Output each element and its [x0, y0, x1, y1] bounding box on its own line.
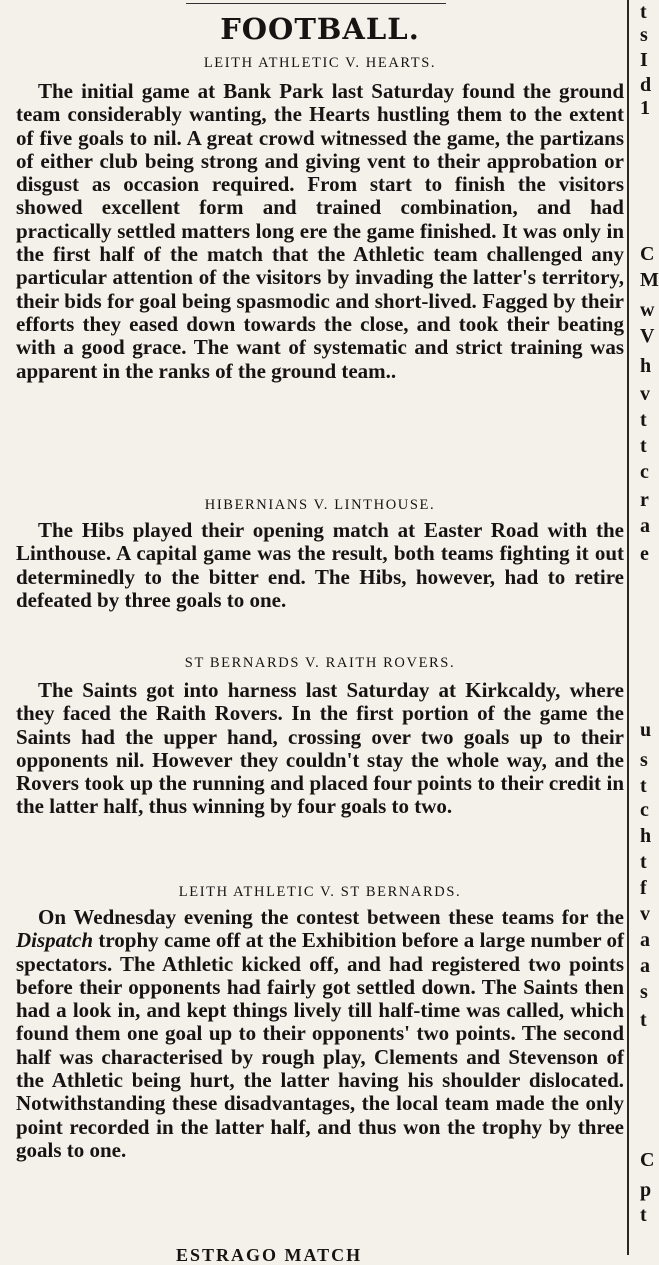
adjacent-column-letter: d [640, 74, 652, 96]
body-text: trophy came off at the Exhibition before a large number of spectators. The Athletic kicked off, and had registered two points before their opponents had fairly got settled down. The Saints then had a look in, and kept things lively till half-time was called, which found them one goal up to their opponents' two points. The second half was characterised by rough play, Clements and Stevenson of the Athletic being hurt, the latter having his shoulder dislocated. Notwithstanding these disadvantages, the local team made the only point recorded in the latter half, and thus won the trophy by three goals to one. [16, 928, 624, 1162]
adjacent-column-letter: a [640, 955, 650, 977]
adjacent-column-letter: M [640, 269, 659, 291]
section-body [16, 906, 624, 1162]
adjacent-column-letter: C [640, 1149, 655, 1171]
body-text: On Wednesday evening the contest between these teams for the [38, 905, 624, 929]
section-heading: ST BERNARDS V. RAITH ROVERS. [184, 655, 456, 671]
section-body: The Saints got into harness last Saturday at Kirkcaldy, where they faced the Raith Rovers. In the first portion of the game the Saints had the upper hand, crossing over two goals up to their opponents nil. However they couldn't stay the whole way, and the Rovers took up the running and placed four points to their credit in the latter half, thus winning by four goals to two. [16, 678, 624, 819]
section-heading: HIBERNIANS V. LINTHOUSE. [204, 497, 436, 513]
adjacent-column-letter: t [640, 851, 647, 873]
adjacent-column-letter: t [640, 775, 647, 797]
adjacent-column-letter: a [640, 929, 650, 951]
adjacent-column-letter: v [640, 383, 650, 405]
adjacent-column-letter: s [640, 981, 648, 1003]
adjacent-column-letter: h [640, 355, 652, 377]
adjacent-column-letter: v [640, 903, 650, 925]
article-column [16, 0, 624, 1265]
adjacent-column-letter: w [640, 299, 655, 321]
adjacent-column-letter: f [640, 877, 647, 899]
adjacent-column-strip [631, 0, 659, 1255]
adjacent-column-letter: u [640, 719, 652, 741]
adjacent-column-letter: C [640, 243, 655, 265]
section-heading: LEITH ATHLETIC V. ST BERNARDS. [178, 884, 462, 900]
column-rule [627, 0, 629, 1255]
article-title: FOOTBALL. [220, 12, 420, 46]
adjacent-column-letter: c [640, 461, 649, 483]
top-rule [186, 3, 446, 4]
adjacent-column-letter: h [640, 825, 652, 847]
next-section-heading: ESTRAGO MATCH [176, 1245, 363, 1265]
adjacent-column-letter: e [640, 543, 649, 565]
section-heading: LEITH ATHLETIC V. HEARTS. [203, 55, 437, 71]
adjacent-column-letter: I [640, 49, 648, 71]
adjacent-column-letter: c [640, 799, 649, 821]
adjacent-column-letter: s [640, 24, 648, 46]
adjacent-column-letter: t [640, 409, 647, 431]
adjacent-column-letter: t [640, 1009, 647, 1031]
adjacent-column-letter: a [640, 515, 650, 537]
adjacent-column-letter: 1 [640, 97, 650, 119]
newspaper-name: Dispatch [16, 928, 94, 953]
adjacent-column-letter: s [640, 749, 648, 771]
section-body: The Hibs played their opening match at Easter Road with the Linthouse. A capital game was the result, both teams fighting it out determinedly to the bitter end. The Hibs, however, had to retire defeated by three goals to one. [16, 518, 624, 612]
adjacent-column-letter: p [640, 1179, 652, 1201]
adjacent-column-letter: t [640, 435, 647, 457]
adjacent-column-letter: V [640, 325, 655, 347]
adjacent-column-letter: r [640, 489, 649, 511]
section-body: The initial game at Bank Park last Saturday found the ground team considerably wanting, the Hearts hustling them to the extent of five goals to nil. A great crowd witnessed the game, the partizans of either club being strong and giving vent to their approbation or disgust as occasion required. From start to finish the visitors showed excellent form and trained combination, and had practically settled matters long ere the game finished. It was only in the first half of the match that the Athletic team challenged any particular attention of the visitors by invading the latter's territory, their bids for goal being spasmodic and short-lived. Fagged by their efforts they eased down towards the close, and took their beating with a good grace. The want of systematic and strict training was apparent in the ranks of the ground team.. [16, 79, 624, 383]
adjacent-column-letter: t [640, 1, 647, 23]
adjacent-column-letter: t [640, 1204, 647, 1226]
